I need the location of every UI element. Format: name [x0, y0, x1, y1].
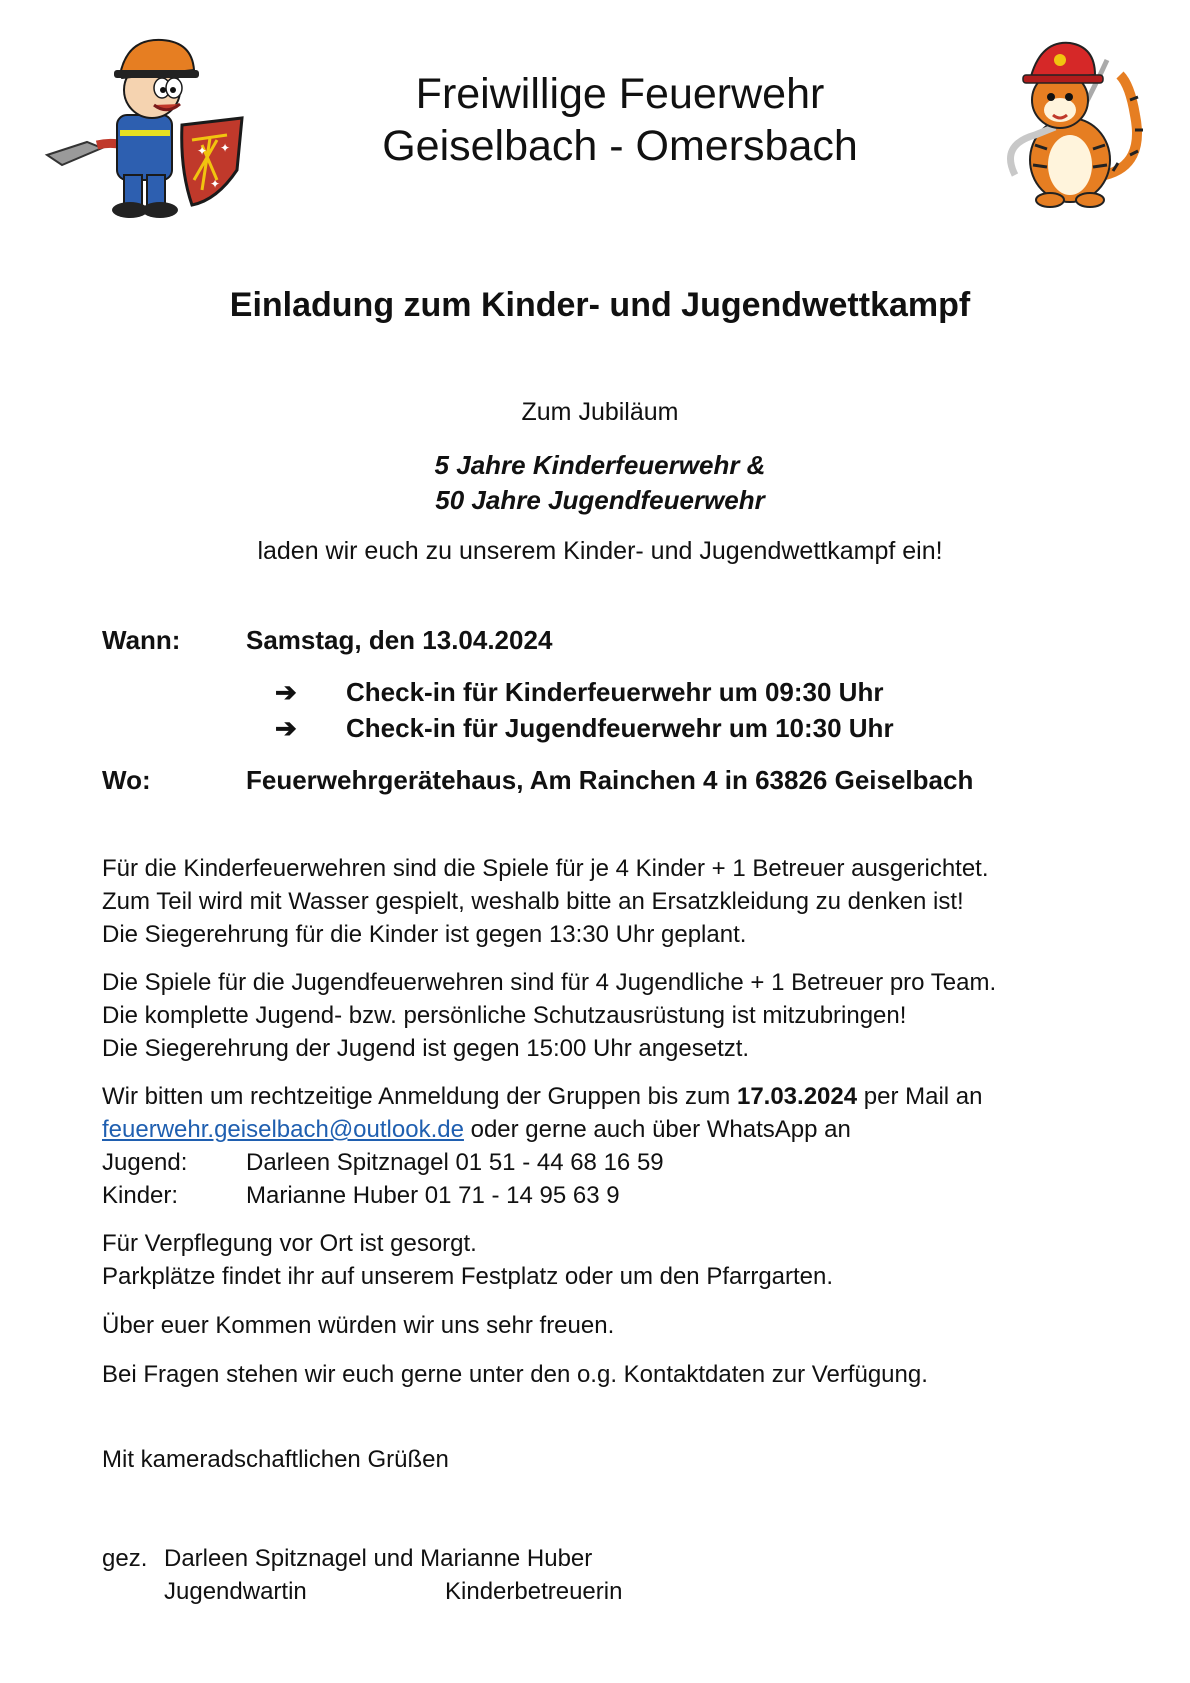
kinder-paragraph-line-3: Die Siegerehrung für die Kinder ist gegen 13:30 Uhr geplant. [102, 921, 747, 948]
contact-kinder-value: Marianne Huber 01 71 - 14 95 63 9 [246, 1182, 620, 1209]
signers: Darleen Spitznagel und Marianne Huber [164, 1545, 593, 1572]
contact-kinder-label: Kinder: [102, 1182, 179, 1209]
gez-label: gez. [102, 1545, 148, 1572]
when-value: Samstag, den 13.04.2024 [246, 625, 553, 655]
registration-suffix: per Mail an [857, 1083, 983, 1110]
page-title: Einladung zum Kinder- und Jugendwettkampf [229, 286, 971, 324]
invitation-text: laden wir euch zu unserem Kinder- und Jugendwettkampf ein! [257, 537, 943, 565]
contact-jugend-label: Jugend: [102, 1149, 188, 1176]
checkin-kinder: Check-in für Kinderfeuerwehr um 09:30 Uhr [346, 677, 884, 707]
questions-text: Bei Fragen stehen wir euch gerne unter den o.g. Kontaktdaten zur Verfügung. [102, 1361, 928, 1388]
occasion-text: Zum Jubiläum [521, 398, 679, 426]
arrow-right-icon: ➔ [275, 677, 297, 707]
when-label: Wann: [102, 625, 181, 655]
catering-text: Für Verpflegung vor Ort ist gesorgt. [102, 1230, 477, 1257]
where-label: Wo: [102, 765, 151, 795]
email-line [102, 1116, 851, 1144]
arrow-right-icon: ➔ [275, 713, 297, 743]
signer-role-2: Kinderbetreuerin [445, 1578, 623, 1605]
email-link[interactable]: feuerwehr.geiselbach@outlook.de [102, 1116, 464, 1143]
anniversary-line-1: 5 Jahre Kinderfeuerwehr & [434, 450, 766, 480]
org-name-line1: Freiwillige Feuerwehr [415, 70, 825, 118]
parking-text: Parkplätze findet ihr auf unserem Festplatz oder um den Pfarrgarten. [102, 1263, 834, 1290]
where-value: Feuerwehrgerätehaus, Am Rainchen 4 in 63826 Geiselbach [246, 765, 974, 795]
svg-text:✦: ✦ [210, 177, 221, 191]
kinder-paragraph-line-2: Zum Teil wird mit Wasser gespielt, weshalb bitte an Ersatzkleidung zu denken ist! [102, 888, 964, 915]
jugend-paragraph-line-1: Die Spiele für die Jugendfeuerwehren sind für 4 Jugendliche + 1 Betreuer pro Team. [102, 969, 997, 996]
checkin-jugend: Check-in für Jugendfeuerwehr um 10:30 Uhr [346, 713, 894, 743]
registration-prefix: Wir bitten um rechtzeitige Anmeldung der Gruppen bis zum [102, 1083, 737, 1110]
registration-deadline: 17.03.2024 [736, 1083, 858, 1110]
contact-jugend-value: Darleen Spitznagel 01 51 - 44 68 16 59 [246, 1149, 664, 1176]
svg-text:✦: ✦ [197, 144, 208, 158]
whatsapp-text: oder gerne auch über WhatsApp an [463, 1116, 851, 1143]
registration-line [102, 1083, 982, 1111]
kinder-paragraph-line-1: Für die Kinderfeuerwehren sind die Spiele für je 4 Kinder + 1 Betreuer ausgerichtet. [102, 855, 989, 882]
svg-text:✦: ✦ [220, 141, 231, 155]
jugend-paragraph-line-3: Die Siegerehrung der Jugend ist gegen 15:00 Uhr angesetzt. [102, 1035, 750, 1062]
signer-role-1: Jugendwartin [164, 1578, 307, 1605]
anniversary-line-2: 50 Jahre Jugendfeuerwehr [435, 485, 765, 515]
jugend-paragraph-line-2: Die komplette Jugend- bzw. persönliche Schutzausrüstung ist mitzubringen! [102, 1002, 907, 1029]
closing-greeting: Mit kameradschaftlichen Grüßen [102, 1446, 449, 1473]
looking-forward-text: Über euer Kommen würden wir uns sehr freuen. [102, 1312, 615, 1339]
org-name-line2: Geiselbach - Omersbach [382, 122, 858, 170]
